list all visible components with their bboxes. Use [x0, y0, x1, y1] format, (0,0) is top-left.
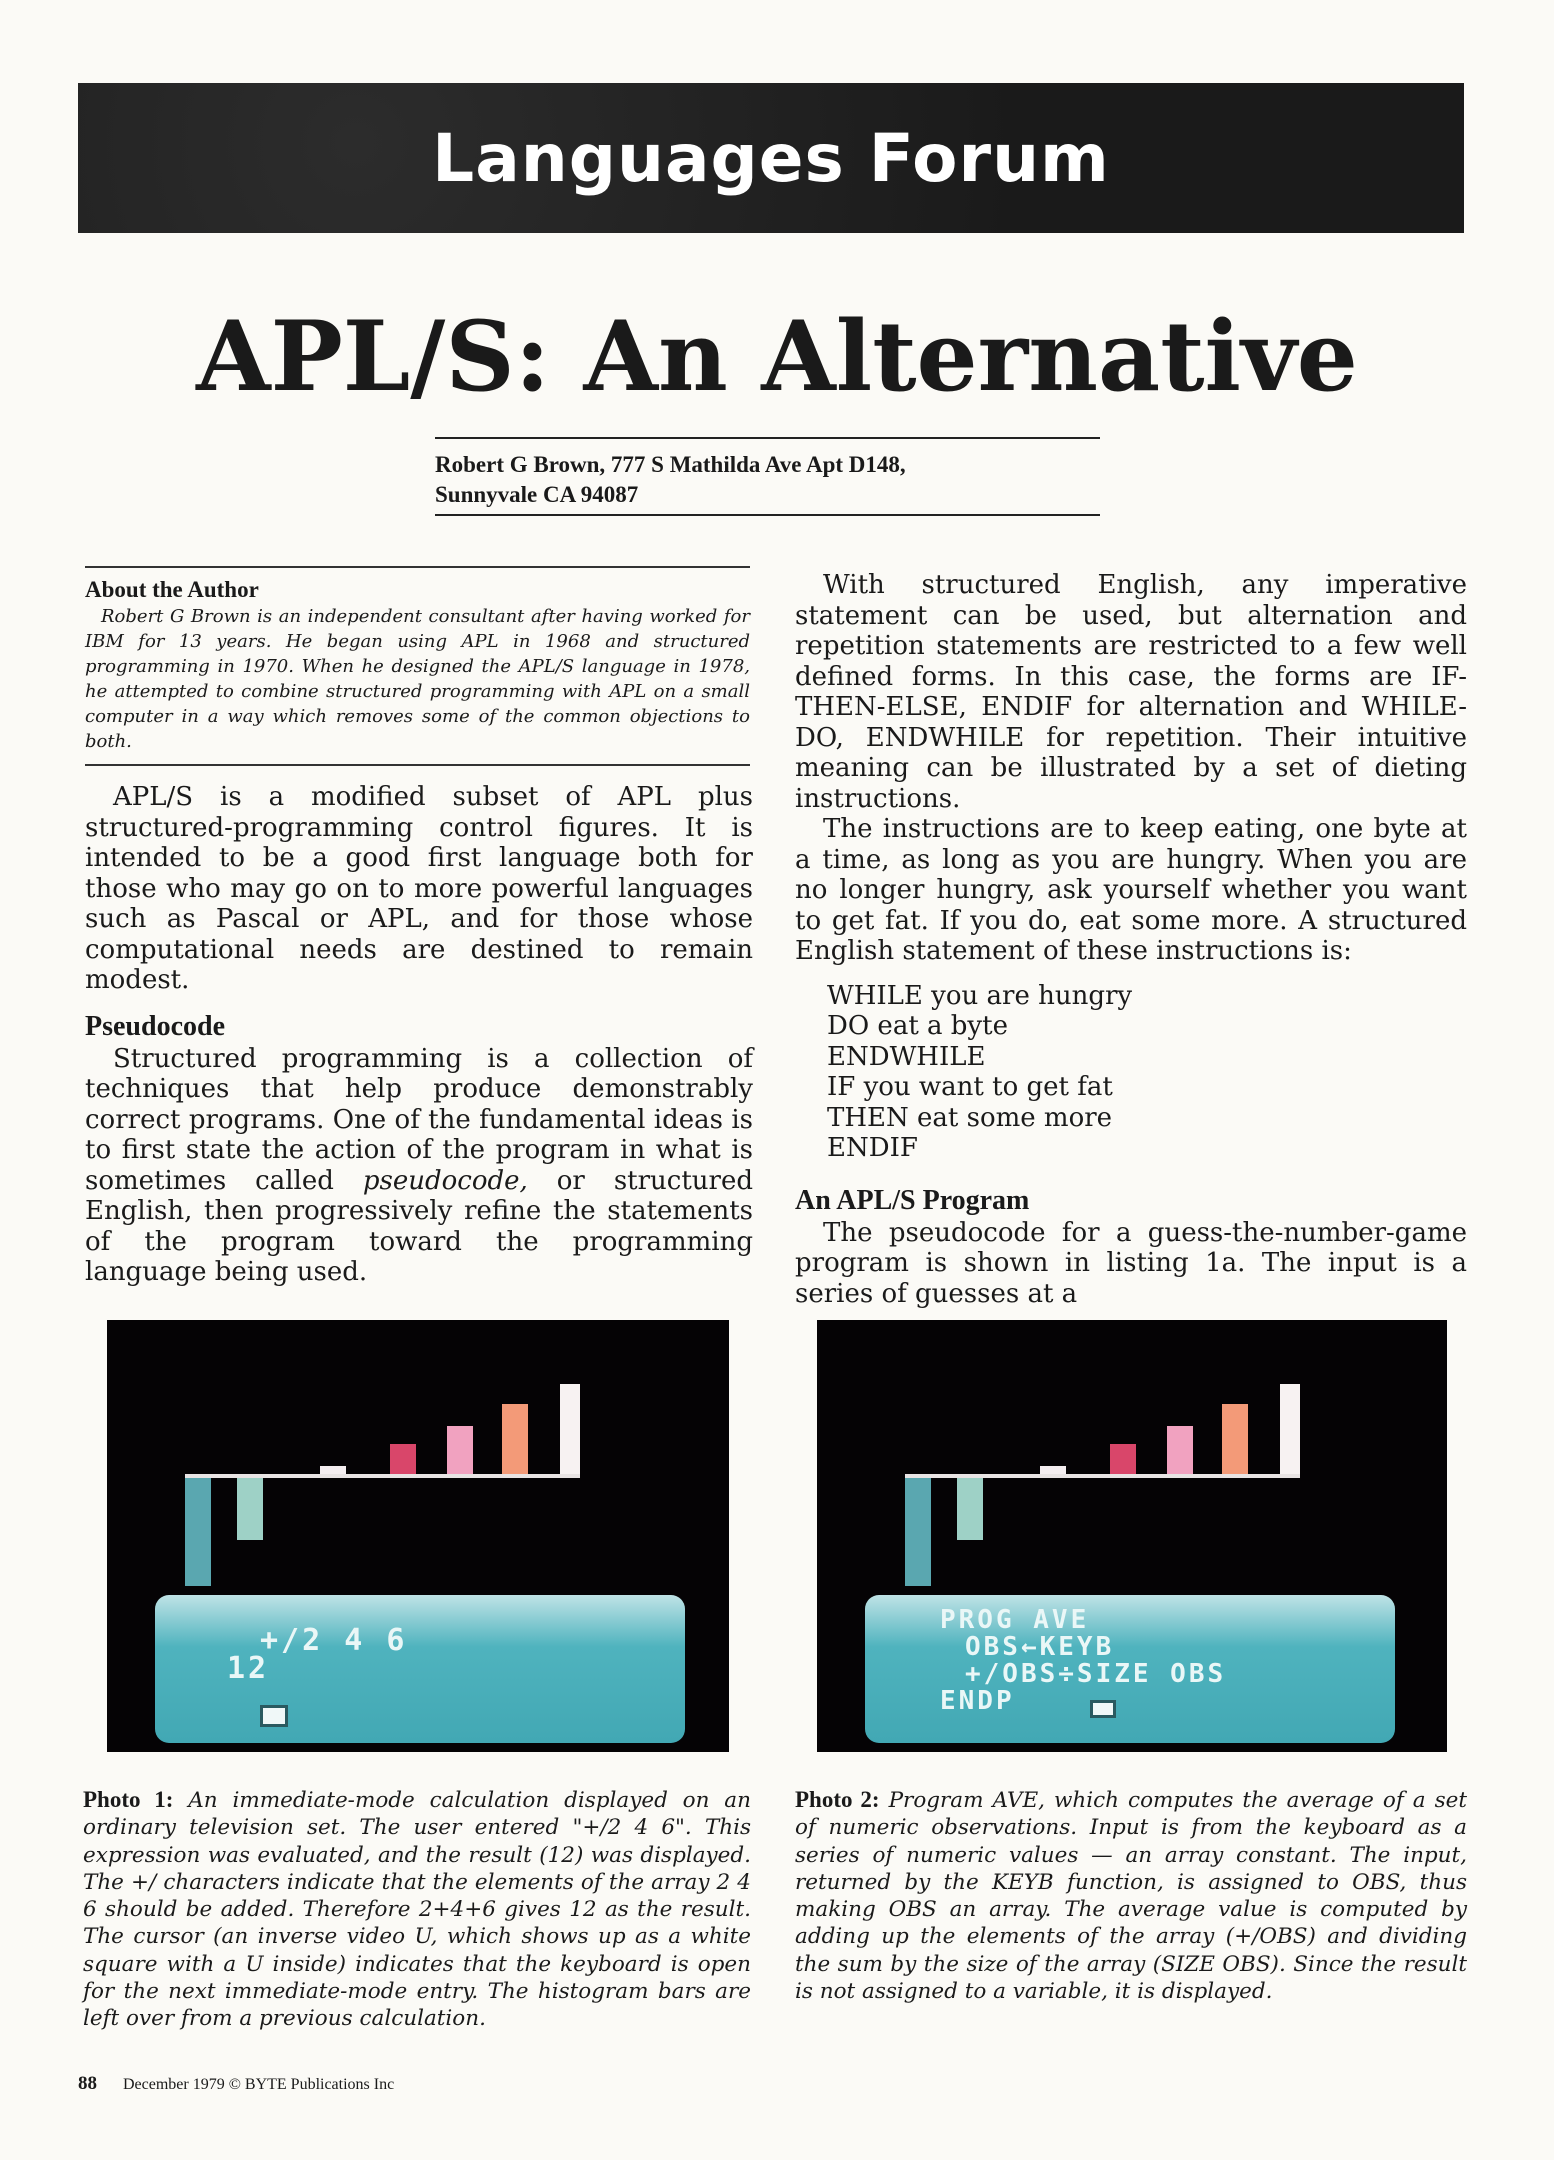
byline-line2: Sunnyvale CA 94087: [435, 482, 639, 507]
photo-1-label: Photo 1:: [83, 1787, 174, 1812]
code-line: IF you want to get fat: [827, 1072, 1113, 1102]
pseudocode-text-b: or structured English, then progressively refine the statements of the program toward the programming language being used.: [85, 1165, 754, 1287]
code-line: ENDIF: [827, 1133, 918, 1163]
code-line: DO eat a byte: [827, 1011, 1008, 1041]
histogram-bar: [1222, 1404, 1248, 1474]
histogram-bar: [237, 1478, 263, 1540]
apls-program-heading: An APL/S Program: [795, 1184, 1030, 1216]
dieting-paragraph: The instructions are to keep eating, one byte at a time, as long as you are hungry. When you are no longer hungry, ask yourself whether you want to get fat. If you do, eat some more. A structured English statement of these instructions is:: [795, 814, 1467, 966]
pseudocode-text-a: Structured programming is a collection of techniques that help produce demonstrably correct programs. One of the fundamental ideas is to first state the action of the program in what is sometimes called: [85, 1043, 753, 1196]
tv-screen-2: [865, 1595, 1395, 1743]
histogram-bar: [1110, 1444, 1136, 1474]
histogram-bar: [320, 1466, 346, 1474]
histogram-bar: [185, 1478, 211, 1586]
photo-2: [817, 1320, 1447, 1752]
pseudocode-heading: Pseudocode: [85, 1010, 225, 1042]
article-title: APL/S: An Alternative: [196, 300, 1358, 413]
footer-text: December 1979 © BYTE Publications Inc: [123, 2076, 395, 2093]
photo-1: [107, 1320, 729, 1752]
apls-program-paragraph: The pseudocode for a guess-the-number-game program is shown in listing 1a. The input is a series of guesses at a: [795, 1217, 1467, 1309]
screen1-line: 12: [227, 1651, 270, 1686]
byline: [435, 450, 1100, 510]
screen2-line: +/OBS÷SIZE OBS: [965, 1659, 1227, 1689]
photo-1-caption: [83, 1786, 751, 2033]
pseudocode-term: pseudocode,: [362, 1165, 528, 1196]
screen2-line: OBS←KEYB: [965, 1632, 1115, 1662]
byline-line1: Robert G Brown, 777 S Mathilda Ave Apt D148,: [435, 452, 906, 477]
histogram-bar: [905, 1478, 931, 1586]
photo-1-caption-text: An immediate-mode calculation displayed on an ordinary television set. The user entered "+/2 4 6". This expression was evaluated, and the result (12) was displayed. The +/ characters indicate that the elements of the array 2 4 6 should be added. Therefore 2+4+6 gives 12 as the result. The cursor (an inverse video U, which shows up as a white square with a U inside) indicates that the keyboard is open for the next immediate-mode entry. The histogram bars are left over from a previous calculation.: [83, 1788, 751, 2032]
screen1-line: +/2 4 6: [260, 1623, 408, 1658]
cursor-icon: [260, 1705, 288, 1727]
code-line: ENDWHILE: [827, 1041, 986, 1072]
histogram-bar: [957, 1478, 983, 1540]
photo-2-label: Photo 2:: [795, 1787, 880, 1812]
dieting-code-block: [827, 981, 1467, 1164]
about-author-box: [85, 566, 750, 766]
pseudocode-paragraph: [85, 1044, 753, 1288]
code-line: THEN eat some more: [827, 1102, 1113, 1133]
right-column: [795, 570, 1467, 1309]
page-footer: [78, 2073, 394, 2095]
page-number: 88: [78, 2073, 97, 2094]
about-body: Robert G Brown is an independent consultant after having worked for IBM for 13 years. He began using APL in 1968 and structured programming in 1970. When he designed the APL/S language in 1978, he attempted to combine structured programming with APL on a small computer in a way which removes some of the common objections to both.: [85, 606, 750, 752]
left-column: [85, 782, 753, 1288]
intro-paragraph: APL/S is a modified subset of APL plus structured-programming control figures. It is intended to be a good first language both for those who may go on to more powerful languages such as Pascal or APL, and for those whose computational needs are destined to remain modest.: [85, 782, 753, 995]
byline-rule-top: [435, 437, 1100, 439]
histogram-bar: [390, 1444, 416, 1474]
section-banner: [78, 83, 1464, 233]
cursor-icon: [1090, 1700, 1116, 1718]
banner-text: Languages Forum: [432, 119, 1110, 197]
photo-2-caption-text: Program AVE, which computes the average of a set of numeric observations. Input is from the keyboard as a series of numeric values — an array constant. The input, returned by the KEYB function, is assigned to OBS, thus making OBS an array. The average value is computed by adding up the elements of the array (+/OBS) and dividing the sum by the size of the array (SIZE OBS). Since the result is not assigned to a variable, it is displayed.: [795, 1788, 1467, 2005]
byline-rule-bottom: [435, 514, 1100, 516]
screen2-line: ENDP: [940, 1686, 1015, 1716]
histogram-bar: [1167, 1426, 1193, 1474]
histogram-bar: [447, 1426, 473, 1474]
histogram-bar: [1280, 1384, 1300, 1474]
screen2-line: PROG AVE: [940, 1605, 1090, 1635]
structured-english-paragraph: With structured English, any imperative statement can be used, but alternation and repetition statements are restricted to a few well defined forms. In this case, the forms are IF-THEN-ELSE, ENDIF for alternation and WHILE-DO, ENDWHILE for repetition. Their intuitive meaning can be illustrated by a set of dieting instructions.: [795, 570, 1467, 814]
about-heading: About the Author: [85, 577, 259, 602]
histogram-bar: [560, 1384, 580, 1474]
histogram-bar: [502, 1404, 528, 1474]
photo-2-caption: [795, 1786, 1467, 2005]
tv-screen-1: [155, 1595, 685, 1743]
code-line: WHILE you are hungry: [827, 980, 1133, 1011]
histogram-bar: [1040, 1466, 1066, 1474]
